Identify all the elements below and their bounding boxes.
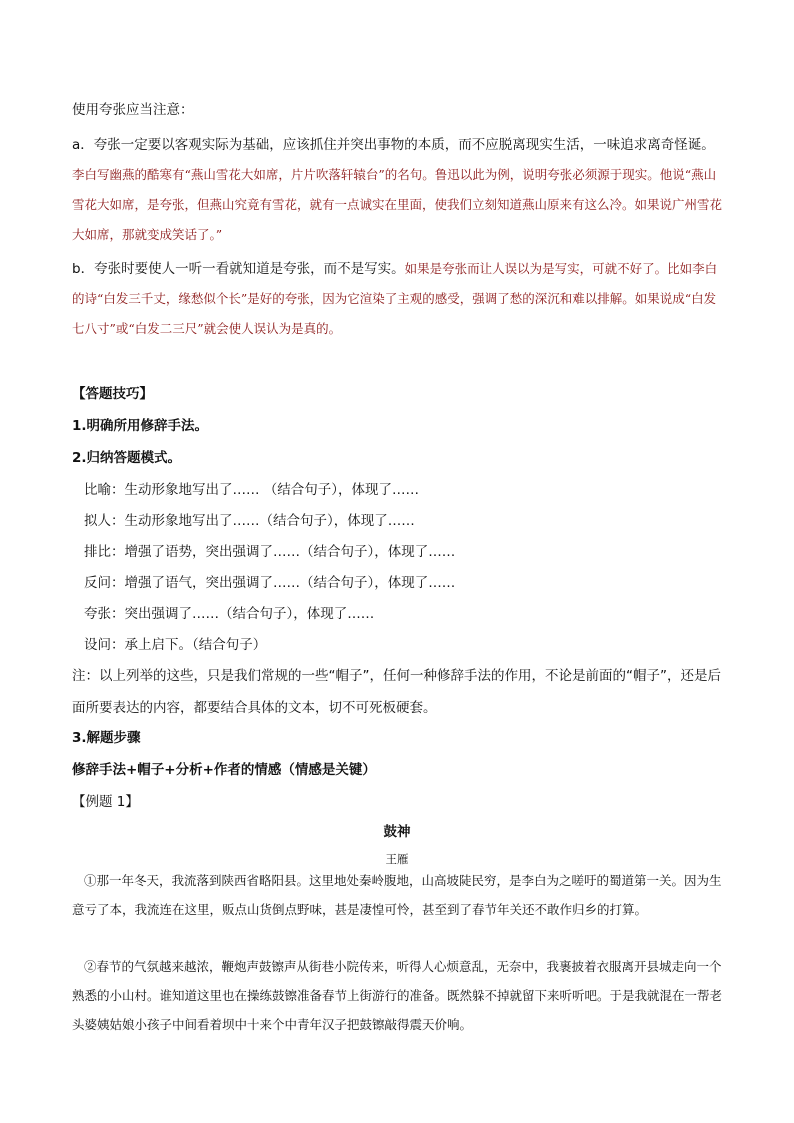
story-paragraph-1: ①那一年冬天，我流落到陕西省略阳县。这里地处秦岭腹地，山高坡陡民穷，是李白为之嗟吁的蜀道第一关。因为生意亏了本，我流连在这里，贩点山货倒点野味，甚是凄惶可怜，甚至到了春节年关还不敢作归乡的打算。: [72, 873, 722, 917]
pattern-hypophora: 设问：承上启下。（结合句子）: [84, 637, 267, 653]
point-b-paragraph: [72, 254, 722, 344]
formula: 修辞手法+帽子+分析+作者的情感（情感是关键）: [72, 762, 376, 778]
step-3: 3.解题步骤: [72, 730, 141, 746]
step-1: 1.明确所用修辞手法。: [72, 418, 209, 434]
pattern-parallelism: 排比：增强了语势，突出强调了……（结合句子），体现了……: [84, 544, 456, 560]
point-a-paragraph: [72, 130, 722, 250]
pattern-rhetorical-question: 反问：增强了语气，突出强调了……（结合句子），体现了……: [84, 575, 456, 591]
step-2: 2.归纳答题模式。: [72, 450, 182, 466]
section-title: 【答题技巧】: [72, 386, 153, 402]
pattern-hyperbole: 夸张：突出强调了……（结合句子），体现了……: [84, 606, 375, 622]
point-b-example: 如果是夸张而让人误以为是写实，可就不好了。比如李白的诗“白发三千丈，缘愁似个长”是好的夸张，因为它渲染了主观的感受，强调了愁的深沉和难以排解。如果说成“白发七八寸”或“白发二三尺”就会使人误认为是真的。: [72, 261, 718, 336]
pattern-personification: 拟人：生动形象地写出了……（结合句子），体现了……: [84, 513, 415, 529]
note-title: 使用夸张应当注意：: [72, 102, 194, 118]
point-a-example: 李白写幽燕的酷寒有“燕山雪花大如席，片片吹落轩辕台”的名句。鲁迅以此为例，说明夸张必须源于现实。他说“燕山雪花大如席，是夸张，但燕山究竟有雪花，就有一点诚实在里面，使我们立刻知道燕山原来有这么冷。如果说广州雪花大如席，那就变成笑话了。”: [72, 167, 723, 242]
story-author: 王雁: [385, 852, 409, 866]
point-b-text: b．夸张时要使人一听一看就知道是夸张，而不是写实。: [72, 261, 405, 277]
example-label: 【例题 1】: [72, 794, 139, 810]
note-paragraph: 注：以上列举的这些，只是我们常规的一些“帽子”，任何一种修辞手法的作用，不论是前面的“帽子”，还是后面所要表达的内容，都要结合具体的文本，切不可死板硬套。: [72, 668, 721, 716]
story-title: 鼓神: [383, 824, 411, 840]
point-a-text: a．夸张一定要以客观实际为基础，应该抓住并突出事物的本质，而不应脱离现实生活，一味追求离奇怪诞。: [72, 137, 715, 153]
story-paragraph-2: ②春节的气氛越来越浓，鞭炮声鼓镲声从街巷小院传来，听得人心烦意乱，无奈中，我裹披着衣服离开县城走向一个熟悉的小山村。谁知道这里也在操练鼓镲准备春节上街游行的准备。既然躲不掉就留下来听听吧。于是我就混在一帮老头婆姨姑娘小孩子中间看着坝中十来个中青年汉子把鼓镲敲得震天价响。: [72, 959, 723, 1032]
pattern-metaphor: 比喻：生动形象地写出了…… （结合句子），体现了……: [84, 482, 420, 498]
